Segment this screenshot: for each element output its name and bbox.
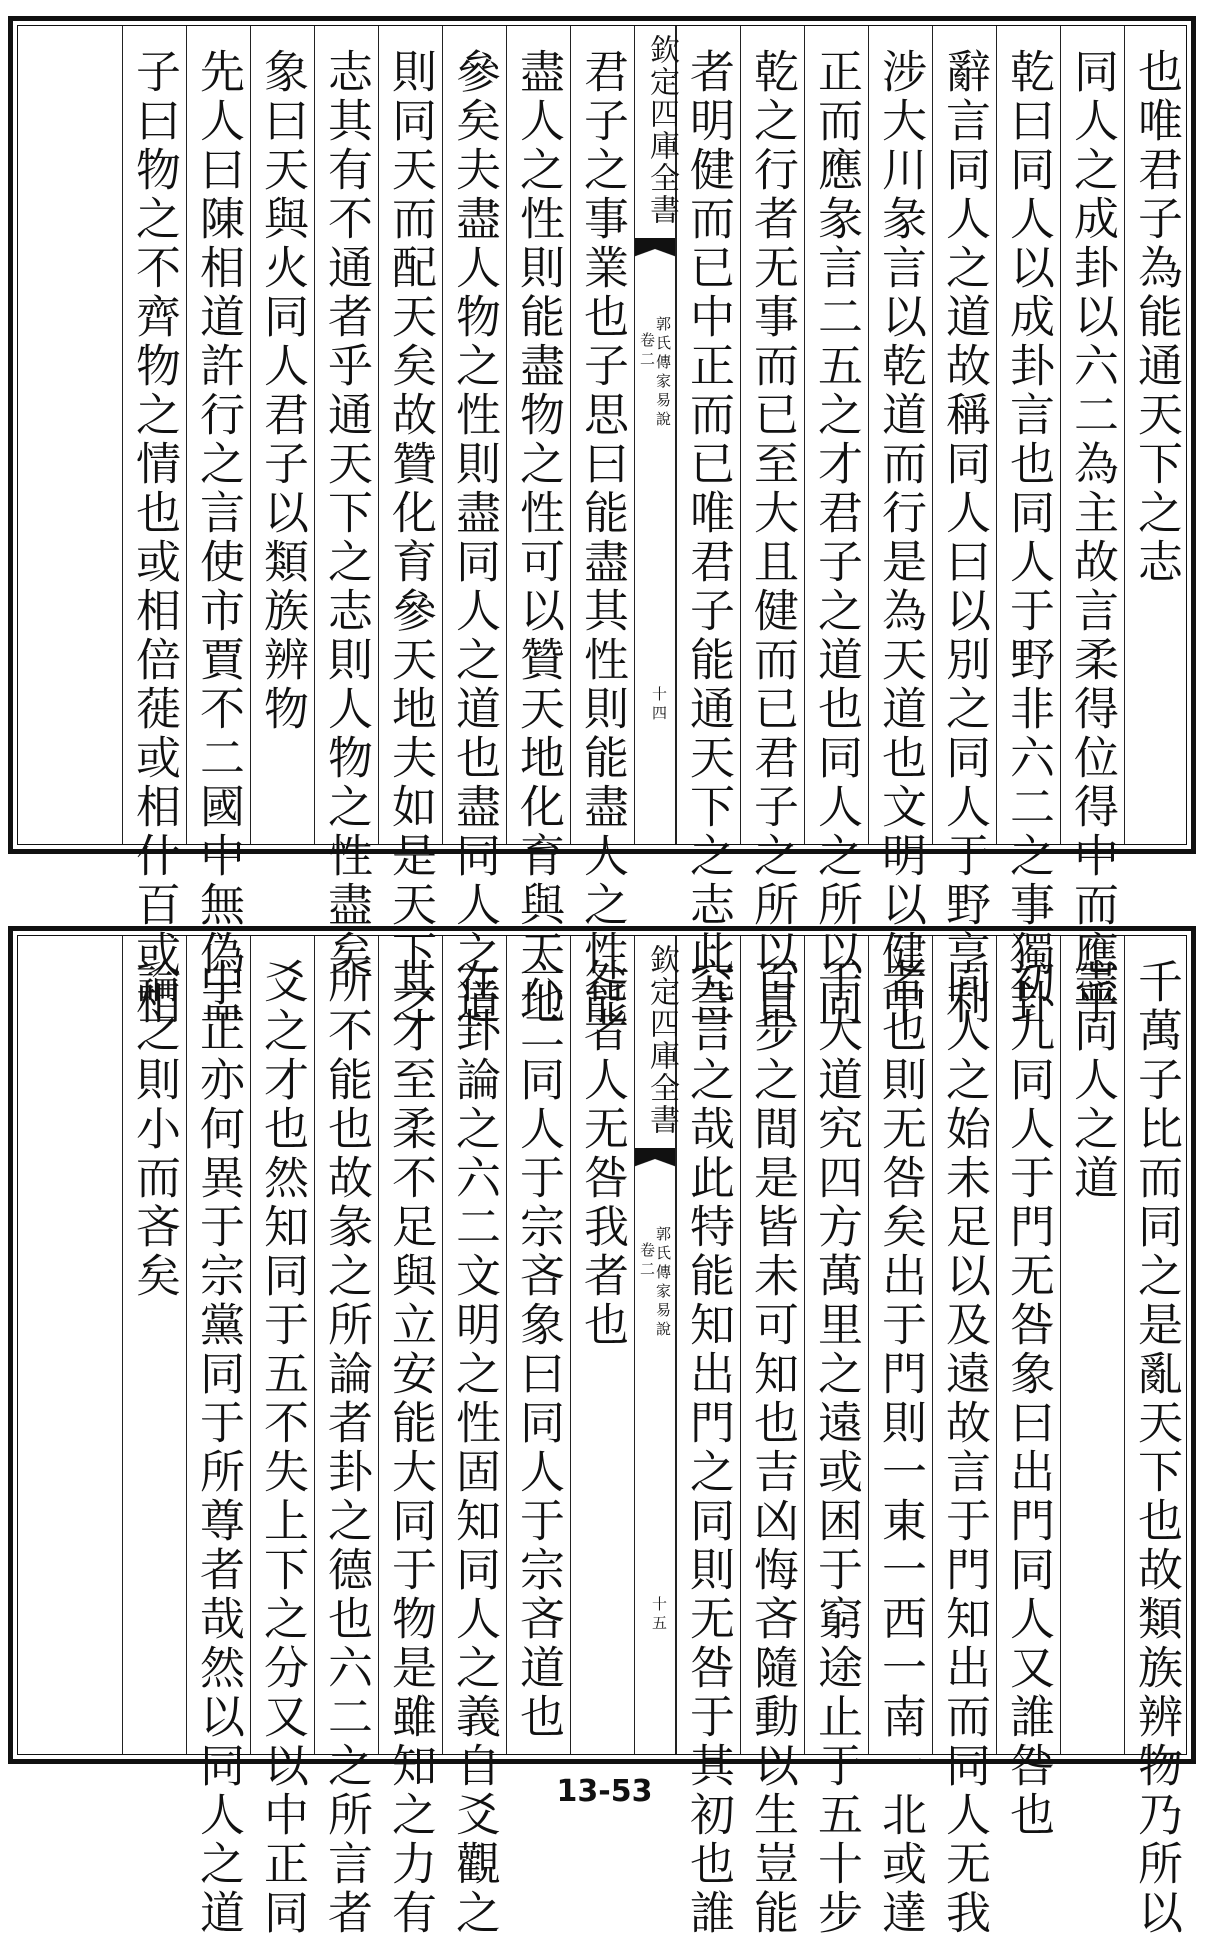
fishtail-marker-icon [635,238,675,268]
folio-number: 十五 [650,1596,668,1634]
column-text: 也唯君子為能通天下之志 [1130,48,1183,587]
column-text: 在卦論之六二文明之性固知同人之義自爻觀之 [448,958,501,1938]
column-text: 則同天而配天矣故贊化育參天地夫如是天下之 [384,48,437,1028]
text-column [1060,26,1124,1028]
top-inner-frame [17,25,1187,1028]
column-text: 六二同人于宗吝象曰同人于宗吝道也 [512,958,565,1742]
text-column [868,26,932,1028]
page-number: 13-53 [556,1774,653,1809]
column-text: 者明健而已中正而已唯君子能通天下之志此言 [682,48,735,1028]
text-column [996,26,1060,1028]
text-column [250,26,314,844]
text-column [740,936,804,1938]
column-text: 者也則无咎矣出于門則一東一西一南一北或達 [874,958,927,1938]
volume-label: 卷二 [638,1242,656,1280]
text-column [804,936,868,1938]
column-text: 初九同人于門无咎象曰出門同人又誰咎也 [1002,958,1055,1840]
column-text: 乾曰同人以成卦言也同人于野非六二之事獨卦 [1002,48,1055,1028]
collection-title: 欽定四庫全書 [644,944,679,1136]
fishtail-marker-icon [635,1148,675,1178]
column-text: 君子之事業也子思曰能盡其性則能盡人之性能 [576,48,629,1028]
text-column [314,936,378,1938]
column-text: 象曰天與火同人君子以類族辨物 [256,48,309,734]
column-text: 千萬子比而同之是亂天下也故類族辨物乃所以 [1130,958,1183,1938]
text-column [186,26,250,1028]
top-page [0,10,1209,1028]
folio-number: 十四 [650,686,668,724]
column-text: 百步之間是皆未可知也吉凶悔吝隨動以生豈能 [746,958,799,1938]
column-text: 參矣夫盡人物之性則盡同人之道也盡同人之道 [448,48,501,1028]
book-title: 郭氏傳家易說 [654,1226,672,1340]
text-column [932,26,996,1028]
column-text: 乾之行者无事而已至大且健而已君子之所以貞 [746,48,799,1028]
text-column [570,936,634,1754]
column-text: 咎者人无咎我者也 [576,958,629,1350]
column-text: 盡同人之道 [1066,958,1119,1203]
column-text: 涉大川彖言以乾道而行是為天道也文明以健中 [874,48,927,1028]
column-text: 同人之始未足以及遠故言于門知出而同人无我 [938,958,991,1938]
text-column [676,936,740,1938]
text-column [186,936,250,1938]
collection-title: 欽定四庫全書 [644,34,679,226]
text-column [250,936,314,1938]
text-column [378,26,442,1028]
column-text: 其才至柔不足與立安能大同于物是雖知之力有 [384,958,437,1938]
column-text: 正而應彖言二五之才君子之道也同人之所以同 [810,48,863,1028]
column-text: 究言之哉此特能知出門之同則无咎于其初也誰 [682,958,735,1938]
book-title: 郭氏傳家易說 [654,316,672,430]
text-column [932,936,996,1938]
volume-label: 卷二 [638,332,656,370]
text-column [122,936,186,1754]
column-text: 子曰物之不齊物之情也或相倍蓰或相什百或相 [128,48,181,1028]
column-text: 論之則小而吝矣 [128,958,181,1301]
center-fold-strip [634,26,679,844]
text-column [804,26,868,1028]
column-text: 同人之成卦以六二為主故言柔得位得中而應乎 [1066,48,1119,1028]
column-text: 中正亦何異于宗黨同于所尊者哉然以同人之道 [192,958,245,1938]
column-text: 盡人之性則能盡物之性可以贊天地化育與天地 [512,48,565,1028]
text-column [570,26,634,1028]
text-column [506,936,570,1754]
column-text: 先人曰陳相道許行之言使市賈不二國中無偽盂 [192,48,245,1028]
column-text: 辭言同人之道故稱同人曰以別之同人于野亨利 [938,48,991,1028]
column-text: 于大道究四方萬里之遠或困于窮途止于五十步 [810,958,863,1938]
text-column [676,26,740,1028]
text-column [868,936,932,1938]
center-fold-strip [634,936,679,1754]
text-column [1124,936,1188,1938]
text-column [378,936,442,1938]
text-column [1124,26,1188,844]
text-column [506,26,570,1028]
text-column [996,936,1060,1840]
text-column [1060,936,1124,1754]
text-column [442,936,506,1938]
text-column [122,26,186,1028]
column-text: 爻之才也然知同于五不失上下之分又以中正同 [256,958,309,1938]
text-column [740,26,804,1028]
text-column [442,26,506,1028]
text-column [314,26,378,979]
column-text: 所不能也故彖之所論者卦之德也六二之所言者 [320,958,373,1938]
column-text: 志其有不通者乎通天下之志則人物之性盡矣 [320,48,373,979]
